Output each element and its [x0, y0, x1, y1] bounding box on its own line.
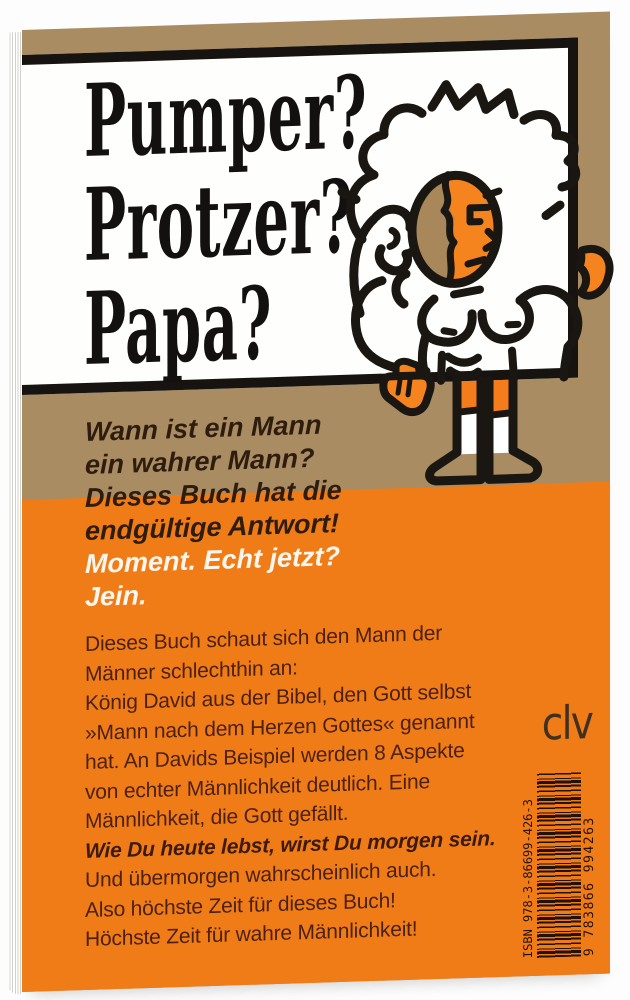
- blurb-line: König David aus der Bibel, den Gott selbst: [85, 679, 472, 716]
- barcode-bars: [537, 770, 581, 957]
- title-line: Pumper?: [84, 53, 368, 181]
- blurb-line: Wie Du heute lebst, wirst Du morgen sein.: [85, 826, 496, 863]
- comma-hand: [579, 248, 610, 296]
- tagline-line: Wann ist ein Mann: [85, 409, 322, 448]
- title-line: Protzer?: [84, 157, 354, 285]
- back-cover: [22, 12, 610, 992]
- blurb-line: Dieses Buch schaut sich den Mann der: [85, 621, 442, 657]
- blurb-line: Männlichkeit, die Gott gefällt.: [85, 801, 349, 834]
- legs: [430, 379, 538, 481]
- barcode: [521, 770, 599, 958]
- tagline-line: ein wahrer Mann?: [85, 442, 315, 481]
- blurb-line: von echter Männlichkeit deutlich. Eine: [85, 769, 430, 804]
- muscleman-illustration: [336, 63, 616, 502]
- tagline-line: endgültige Antwort!: [85, 508, 339, 547]
- tagline-line: Jein.: [85, 580, 147, 613]
- isbn-text: ISBN 978-3-86699-426-3: [521, 798, 535, 959]
- blurb-line: Männer schlechthin an:: [85, 655, 298, 686]
- blurb-line: Höchste Zeit für wahre Männlichkeit!: [85, 917, 418, 952]
- blurb-block: [85, 617, 496, 954]
- tagline-line: Moment. Echt jetzt?: [85, 541, 340, 580]
- torso: [422, 287, 578, 382]
- head: [412, 171, 501, 290]
- page-edges: [8, 32, 22, 994]
- title-line: Papa?: [84, 264, 272, 389]
- blurb-line: Und übermorgen wahrscheinlich auch.: [85, 857, 437, 893]
- tagline-block: [85, 408, 342, 614]
- blurb-line: Also höchste Zeit für dieses Buch!: [85, 888, 396, 922]
- blurb-line: »Mann nach dem Herzen Gottes« genannt: [85, 709, 475, 745]
- clv-publisher-logo: clv: [541, 695, 593, 751]
- blurb-line: hat. An Davids Beispiel werden 8 Aspekte: [85, 739, 465, 775]
- tagline-line: Dieses Buch hat die: [85, 474, 342, 514]
- ean-digits: 9 783866 994263: [582, 816, 597, 957]
